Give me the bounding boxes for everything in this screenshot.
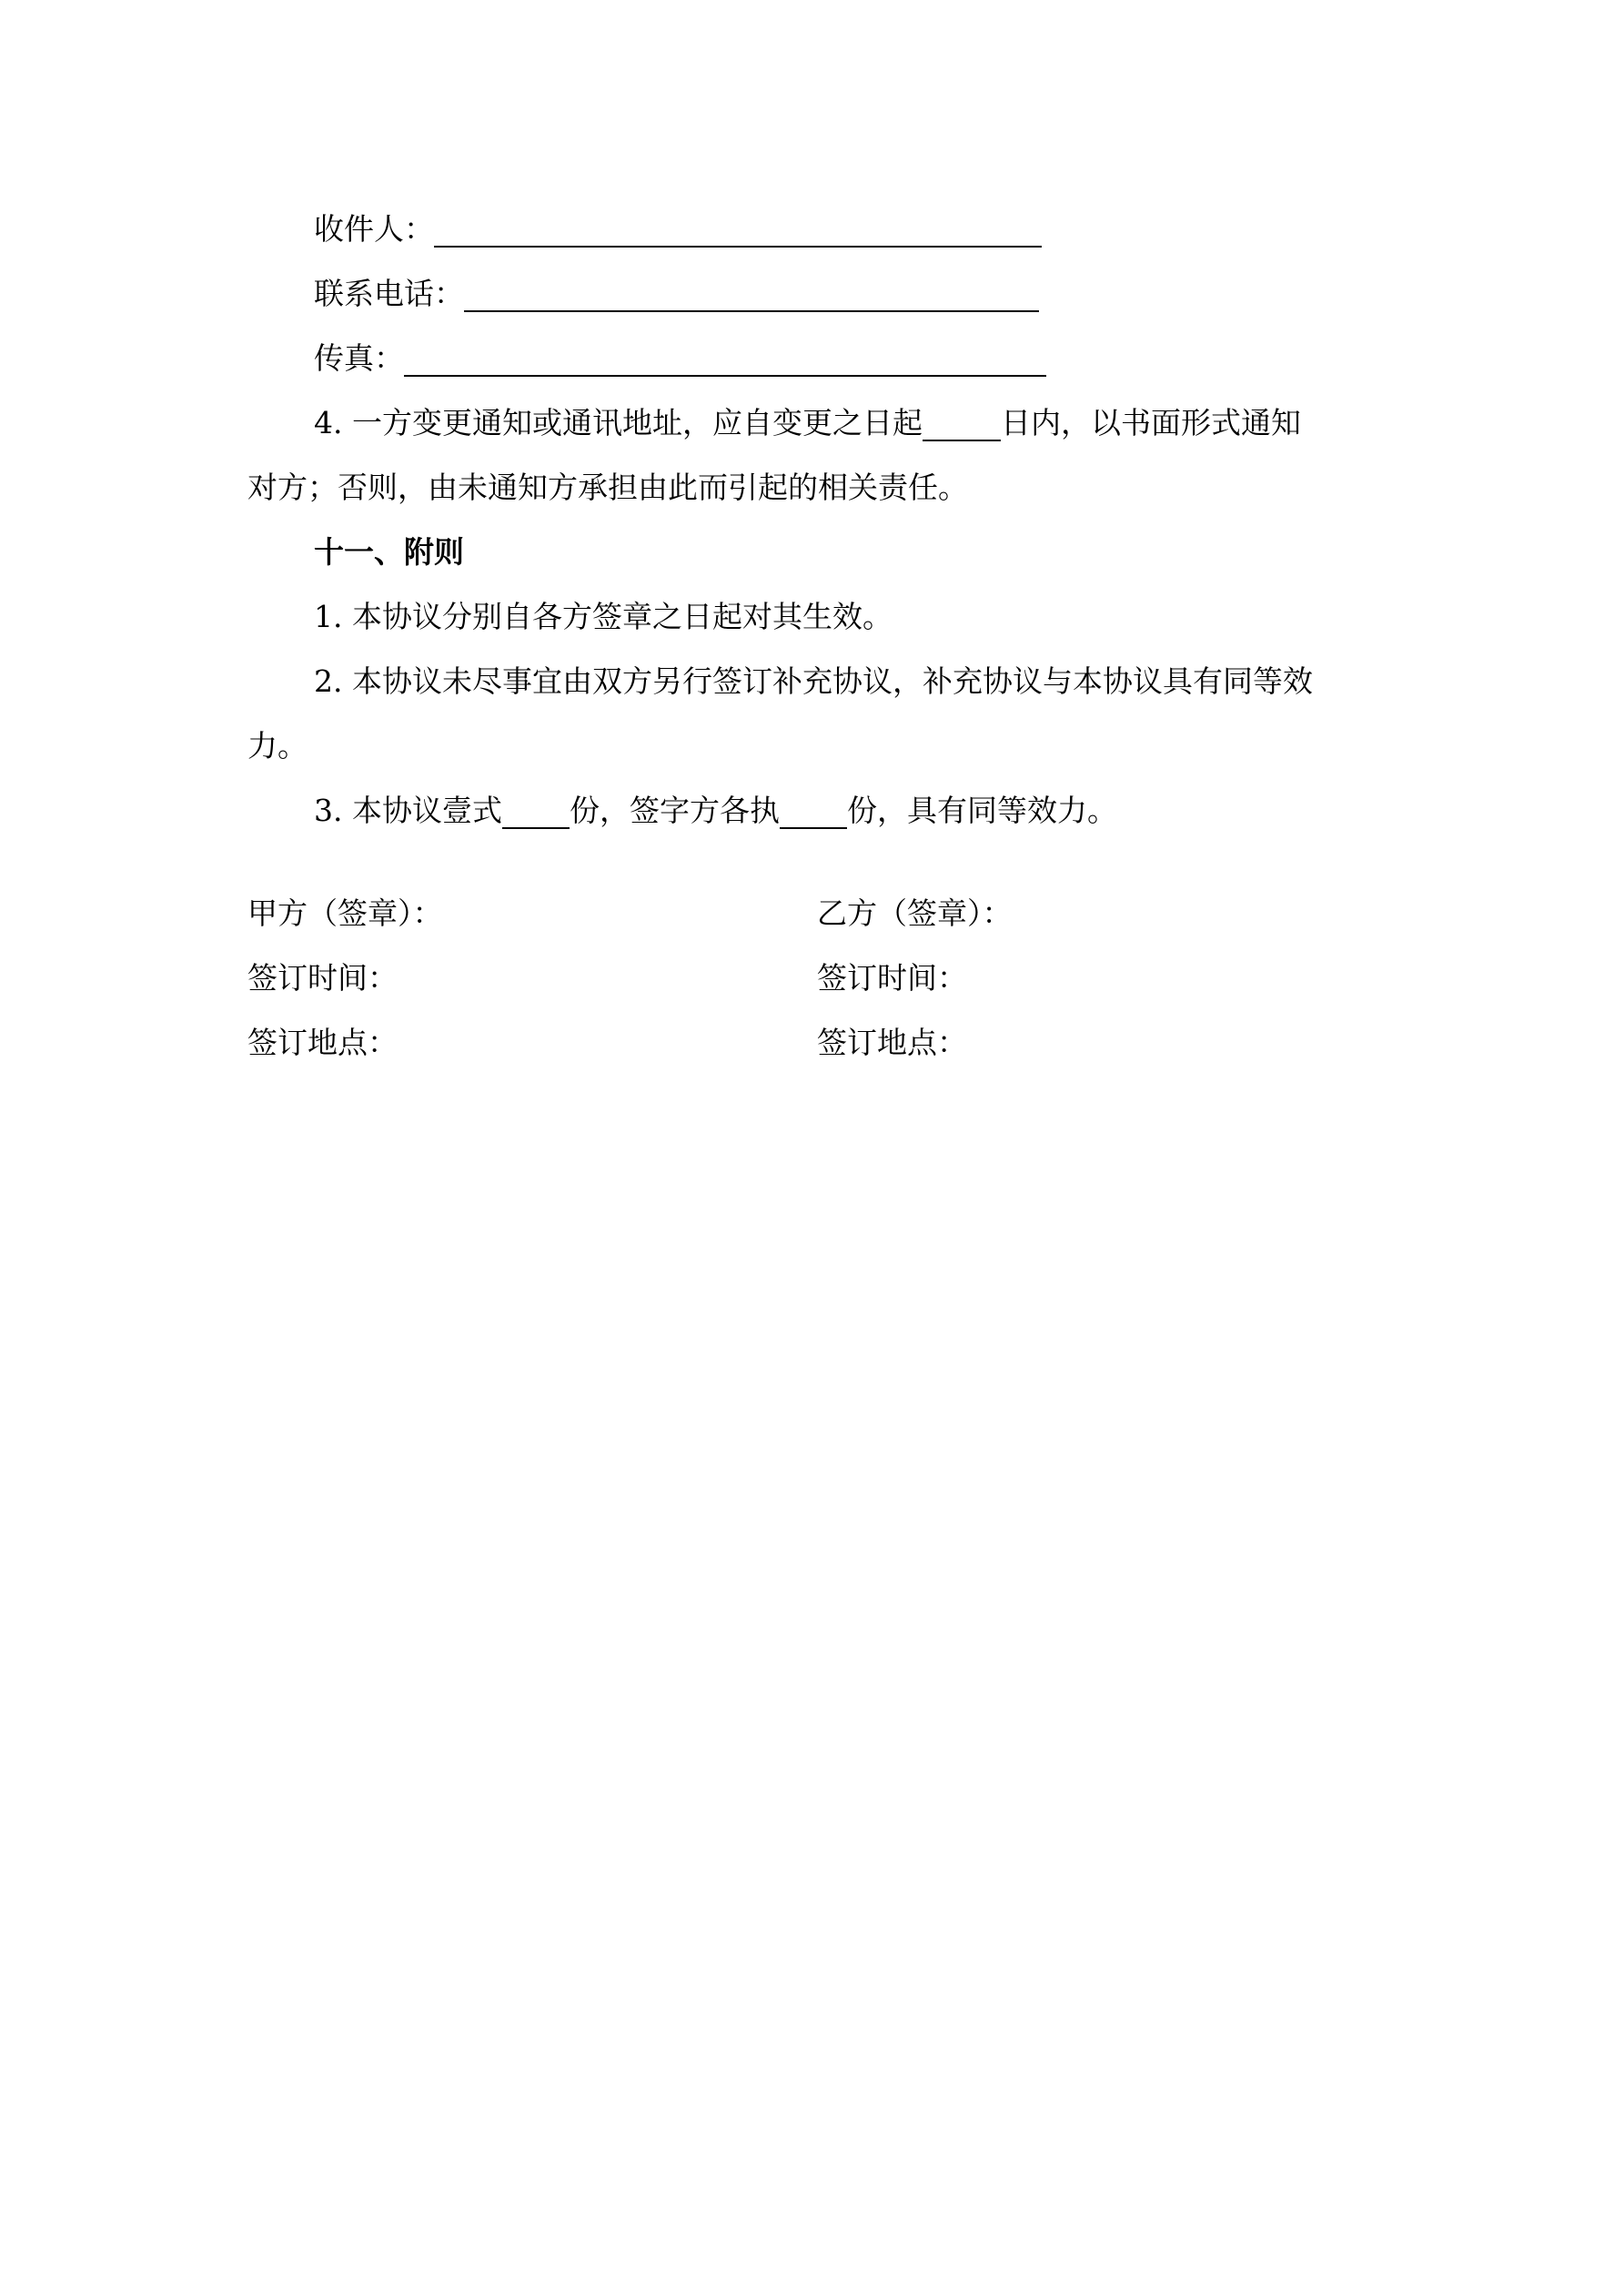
section11-item2-line2: 力。	[247, 728, 308, 764]
section11-item3	[314, 793, 1117, 829]
recipient-blank	[434, 215, 1042, 248]
recipient-field	[314, 211, 1042, 248]
section11-item2-line1: 2. 本协议未尽事宜由双方另行签订补充协议，补充协议与本协议具有同等效	[314, 663, 1313, 699]
fax-blank	[404, 344, 1046, 377]
phone-field	[314, 276, 1039, 312]
item3-text-b: 份，签字方各执	[569, 793, 780, 828]
party-a-place-label: 签订地点：	[247, 1025, 398, 1060]
section11-item1: 1. 本协议分别自各方签章之日起对其生效。	[314, 599, 893, 634]
fax-label: 传真：	[314, 340, 404, 376]
clause4-text-b: 日内，以书面形式通知	[1000, 405, 1301, 440]
item3-each-blank	[780, 796, 847, 829]
phone-label: 联系电话：	[314, 276, 464, 311]
section-heading: 十一、附则	[314, 534, 464, 570]
item3-text-a: 3. 本协议壹式	[314, 793, 502, 828]
recipient-label: 收件人：	[314, 211, 434, 247]
party-b-signature-label: 乙方（签章）：	[817, 895, 1013, 931]
party-b-place-label: 签订地点：	[817, 1025, 967, 1060]
phone-blank	[464, 279, 1039, 312]
party-b-time-label: 签订时间：	[817, 960, 967, 996]
clause4-line2: 对方；否则，由未通知方承担由此而引起的相关责任。	[247, 470, 968, 505]
item3-copies-blank	[502, 796, 570, 829]
clause4-line1	[314, 405, 1301, 441]
fax-field	[314, 340, 1046, 377]
clause4-text-a: 4. 一方变更通知或通讯地址，应自变更之日起	[314, 405, 923, 440]
party-a-time-label: 签订时间：	[247, 960, 398, 996]
party-a-signature-label: 甲方（签章）：	[247, 895, 443, 931]
clause4-days-blank	[923, 409, 1001, 441]
item3-text-c: 份，具有同等效力。	[846, 793, 1117, 828]
